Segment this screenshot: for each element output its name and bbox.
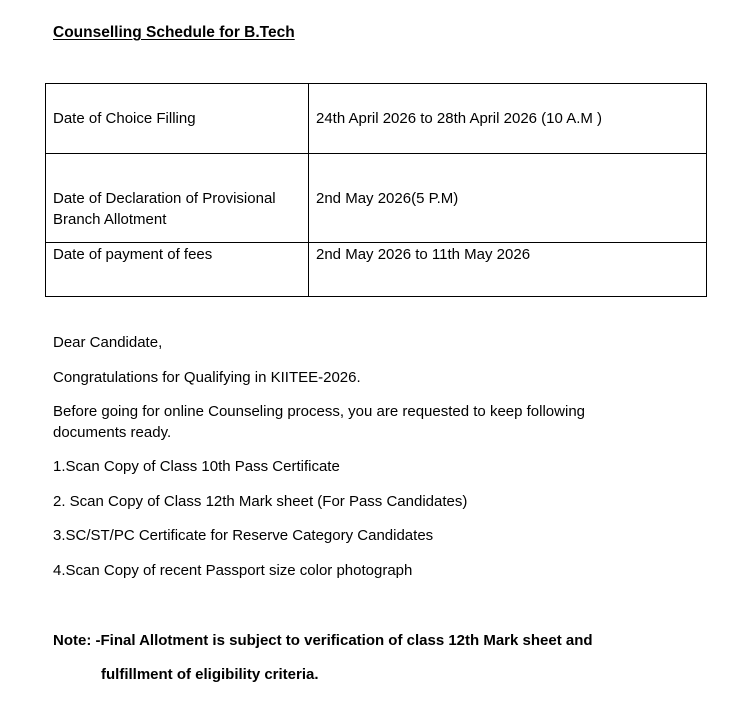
schedule-label-provisional-allotment [46,154,309,243]
note-line: fulfillment of eligibility criteria. [101,666,319,683]
table-row [46,84,707,154]
schedule-label-line: Date of Declaration of Provisional [53,190,276,207]
schedule-label-fee-payment: Date of payment of fees [46,243,309,297]
instruction-line: documents ready. [53,424,172,441]
table-row [46,243,707,297]
greeting: Dear Candidate, [53,334,163,351]
schedule-value-fee-payment: 2nd May 2026 to 11th May 2026 [309,243,707,297]
schedule-label-choice-filling: Date of Choice Filling [46,84,309,154]
instruction-line: Before going for online Counseling process, you are requested to keep following [53,403,586,420]
note-line: Note: -Final Allotment is subject to verification of class 12th Mark sheet and [53,632,593,649]
schedule-value-provisional-allotment: 2nd May 2026(5 P.M) [309,154,707,243]
page-title: Counselling Schedule for B.Tech [53,24,295,41]
document-item-category-certificate: 3.SC/ST/PC Certificate for Reserve Category Candidates [53,527,434,544]
table-row [46,154,707,243]
schedule-label-line: Branch Allotment [53,211,167,228]
schedule-table [45,83,707,297]
document-item-class10: 1.Scan Copy of Class 10th Pass Certificate [53,458,340,475]
congratulations-text: Congratulations for Qualifying in KIITEE-2026. [53,369,361,386]
document-item-photograph: 4.Scan Copy of recent Passport size color photograph [53,562,413,579]
schedule-value-choice-filling: 24th April 2026 to 28th April 2026 (10 A.M ) [309,84,707,154]
document-item-class12: 2. Scan Copy of Class 12th Mark sheet (For Pass Candidates) [53,493,468,510]
